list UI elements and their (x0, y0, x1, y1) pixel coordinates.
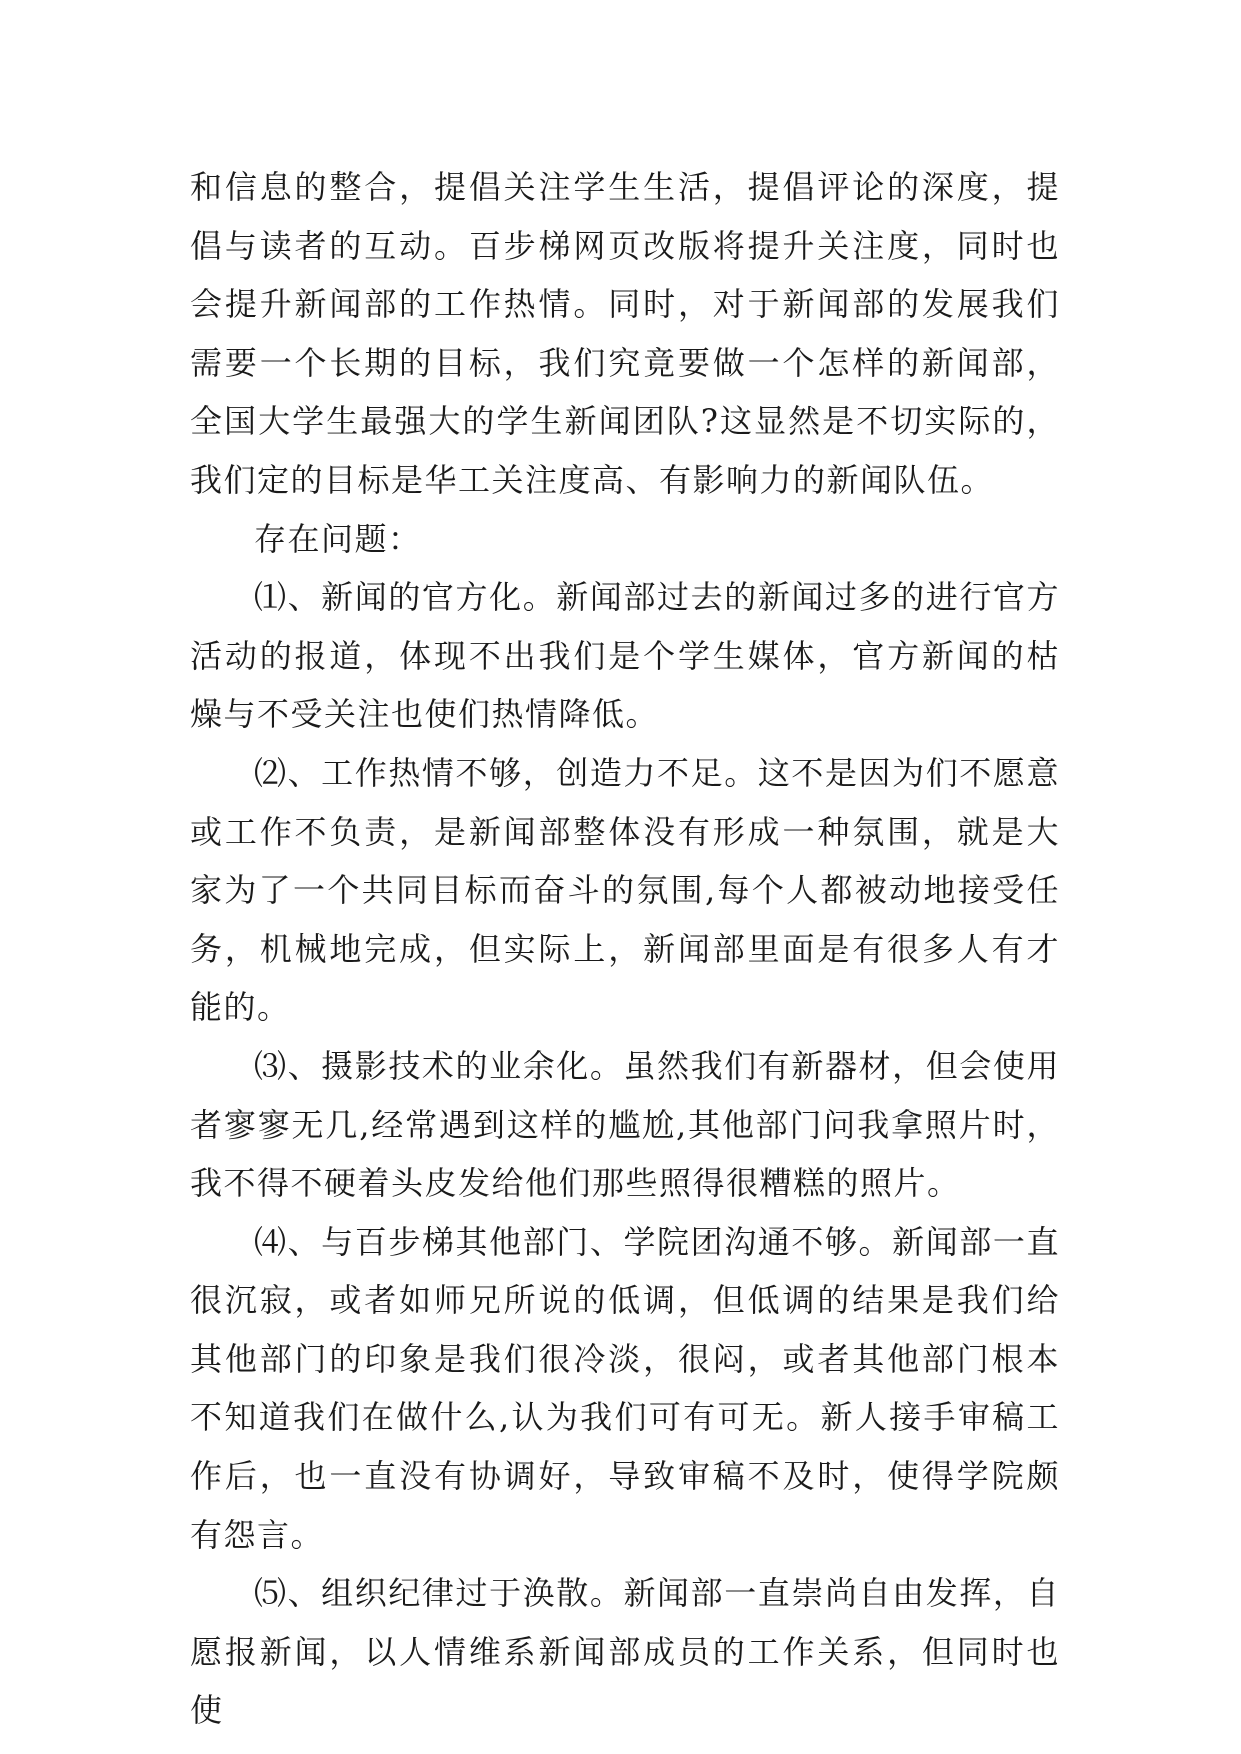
document-body (190, 158, 1060, 1740)
paragraph-continuation: 和信息的整合，提倡关注学生生活，提倡评论的深度，提倡与读者的互动。百步梯网页改版将提升关注度，同时也会提升新闻部的工作热情。同时，对于新闻部的发展我们需要一个长期的目标，我们究竟要做一个怎样的新闻部，全国大学生最强大的学生新闻团队?这显然是不切实际的，我们定的目标是华工关注度高、有影响力的新闻队伍。 (190, 168, 1060, 499)
paragraph-problem-2: ⑵、工作热情不够，创造力不足。这不是因为们不愿意或工作不负责，是新闻部整体没有形成一种氛围，就是大家为了一个共同目标而奋斗的氛围,每个人都被动地接受任务，机械地完成，但实际上，新闻部里面是有很多人有才能的。 (190, 753, 1060, 1027)
paragraph-problems-heading: 存在问题： (254, 519, 422, 558)
paragraph-problem-1: ⑴、新闻的官方化。新闻部过去的新闻过多的进行官方活动的报道，体现不出我们是个学生媒体，官方新闻的枯燥与不受关注也使们热情降低。 (190, 578, 1060, 734)
paragraph-problem-5: ⑸、组织纪律过于涣散。新闻部一直崇尚自由发挥，自愿报新闻，以人情维系新闻部成员的工作关系，但同时也使 (190, 1574, 1060, 1730)
paragraph-problem-4: ⑷、与百步梯其他部门、学院团沟通不够。新闻部一直很沉寂，或者如师兄所说的低调，但低调的结果是我们给其他部门的印象是我们很冷淡，很闷，或者其他部门根本不知道我们在做什么,认为我们可有可无。新人接手审稿工作后，也一直没有协调好，导致审稿不及时，使得学院颇有怨言。 (190, 1222, 1060, 1554)
paragraph-problem-3: ⑶、摄影技术的业余化。虽然我们有新器材，但会使用者寥寥无几,经常遇到这样的尴尬,其他部门问我拿照片时，我不得不硬着头皮发给他们那些照得很糟糕的照片。 (190, 1046, 1060, 1203)
